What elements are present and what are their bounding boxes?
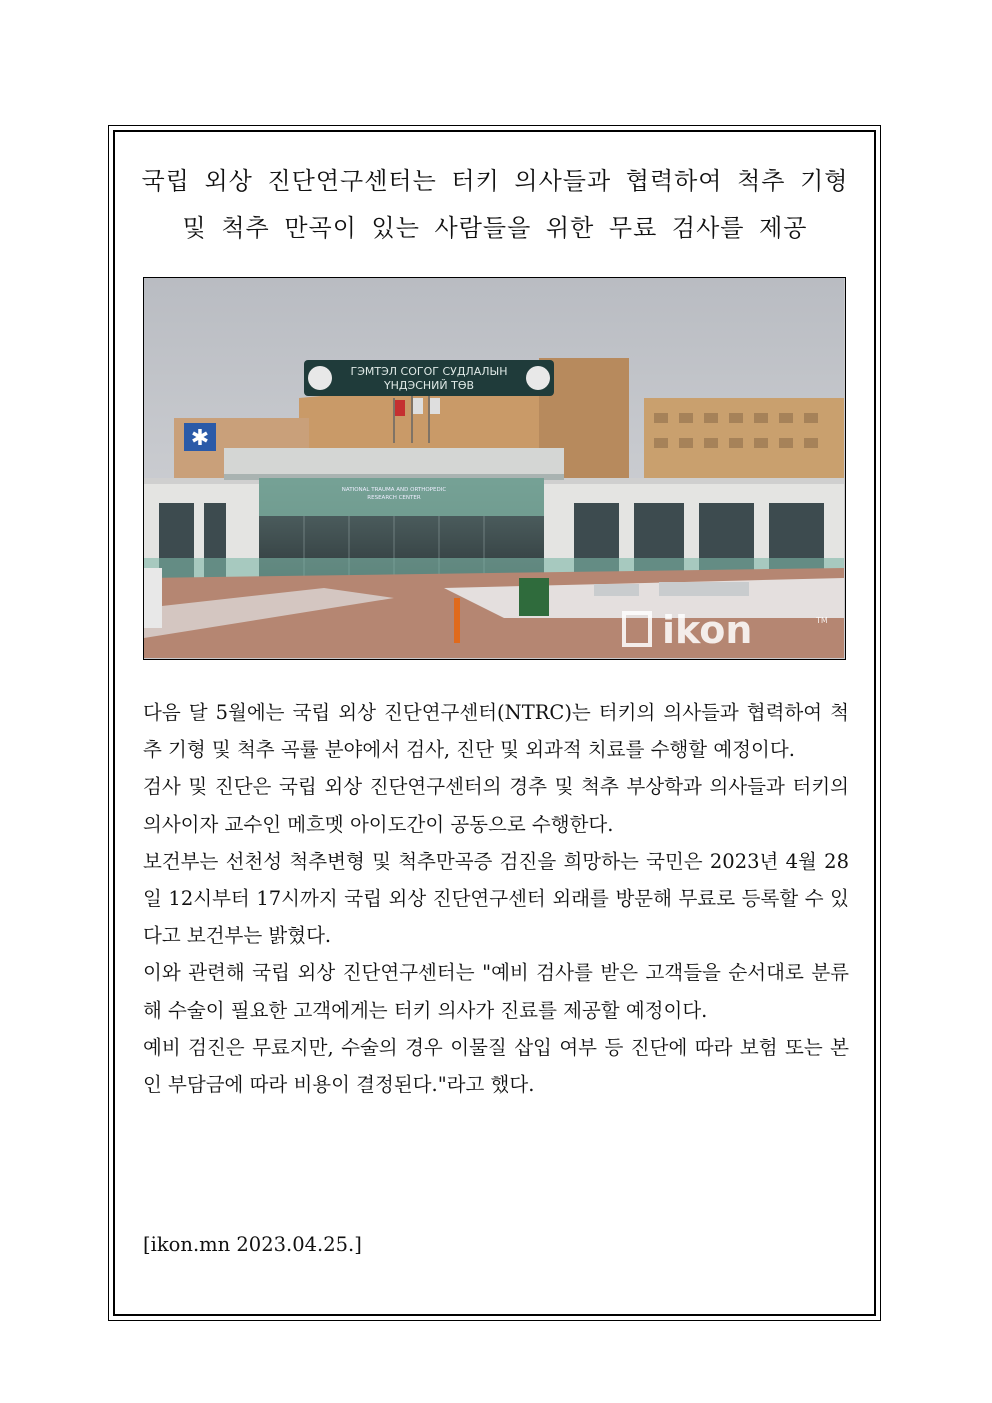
watermark-tm: TM [816, 616, 828, 625]
paragraph-5: 예비 검진은 무료지만, 수술의 경우 이물질 삽입 여부 등 진단에 따라 보험 또는 본인 부담금에 따라 비용이 결정된다."라고 했다. [143, 1035, 849, 1097]
hospital-photo [143, 277, 846, 660]
sign-english-2: RESEARCH CENTER [367, 495, 421, 501]
paragraph-4: 이와 관련해 국립 외상 진단연구센터는 "예비 검사를 받은 고객들을 순서대로 분류해 수술이 필요한 고객에게는 터키 의사가 진료를 제공할 예정이다. [143, 961, 849, 1022]
paragraph-3: 보건부는 선천성 척추변형 및 척추만곡증 검진을 희망하는 국민은 2023년 4월 28일 12시부터 17시까지 국립 외상 진단연구센터 외래를 방문해 무료로 등록할 수 있다고 보건부는 밝혔다. [143, 849, 849, 948]
paragraph-1: 다음 달 5월에는 국립 외상 진단연구센터(NTRC)는 터키의 의사들과 협력하여 척추 기형 및 척추 곡률 분야에서 검사, 진단 및 외과적 치료를 수행할 예정이다. [143, 701, 849, 762]
article-title [130, 158, 860, 252]
sign-mongolian-1: ГЭМТЭЛ СОГОГ СУДЛАЛЫН [350, 365, 508, 378]
svg-text:✱: ✱ [190, 426, 210, 451]
source-caption: [ikon.mn 2023.04.25.] [143, 1233, 362, 1256]
sign-english-1: NATIONAL TRAUMA AND ORTHOPEDIC [341, 487, 447, 493]
title-line-1: 국립 외상 진단연구센터는 터키 의사들과 협력하여 척추 기형 [141, 167, 849, 195]
paragraph-2: 검사 및 진단은 국립 외상 진단연구센터의 경추 및 척추 부상학과 의사들과 터키의 의사이자 교수인 메흐멧 아이도간이 공동으로 수행한다. [143, 775, 849, 836]
sign-mongolian-2: ҮНДЭСНИЙ ТӨВ [383, 379, 475, 392]
title-line-2: 및 척추 만곡이 있는 사람들을 위한 무료 검사를 제공 [182, 214, 808, 242]
article-body [143, 694, 849, 1103]
watermark-logo: ikon [662, 608, 753, 652]
